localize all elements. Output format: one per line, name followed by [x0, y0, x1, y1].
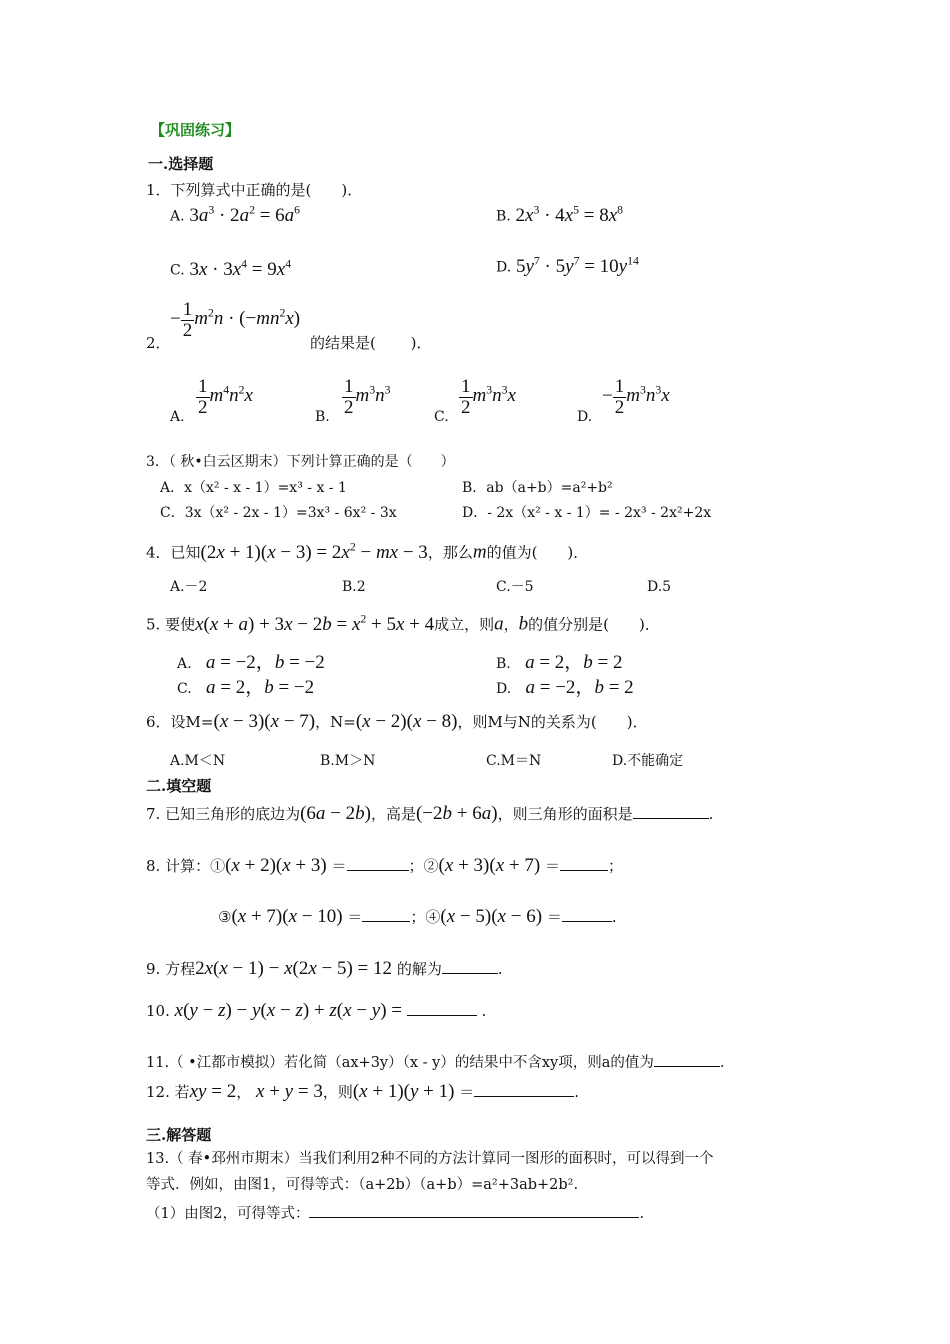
q5-option-c: C. a = 2，b = −2 [177, 677, 315, 698]
section-title-choice: 一.选择题 [148, 155, 214, 173]
q7-answer-blank[interactable] [633, 804, 709, 819]
q9-answer-blank[interactable] [442, 959, 498, 974]
q13-line3: （1）由图2，可得等式： . [146, 1203, 644, 1223]
q12-stem: 12. 若xy = 2， x + y = 3，则(x + 1)(y + 1) ＝ . [146, 1081, 580, 1102]
q2-option-c-label: C. [434, 409, 449, 425]
q2-option-d-expr: − $\frac{1}{2}$ $m^3n^3x$ [602, 376, 670, 418]
q8-line2: ③(x + 7)(x − 10) ＝ ；④(x − 5)(x − 6) ＝ . [218, 906, 617, 927]
q3-option-d: D．- 2x（x² - x - 1）= - 2x³ - 2x²+2x [462, 505, 712, 521]
q2-option-b-expr: $\frac{1}{2}$ $m^3n^3$ [344, 376, 391, 418]
q5-stem: 5. 要使$x(x + a) + 3x - 2b = x^2 + 5x + 4$成立，则a，b的值分别是( )． [146, 612, 660, 635]
q2-option-c-expr: $\frac{1}{2}$ $m^3n^3x$ [461, 376, 516, 418]
q2-expression: − $\frac{1}{2}$ $m^2n \cdot (-mn^2x)$ [170, 299, 301, 341]
q6-option-a: A.M＜N [170, 753, 226, 769]
q7-stem: 7. 已知三角形的底边为(6a − 2b)，高是(−2b + 6a)，则三角形的面积是 . [146, 803, 714, 824]
q12-answer-blank[interactable] [474, 1082, 574, 1097]
q1-option-d: D. $5y^7 \cdot 5y^7 = 10y^{14}$ [496, 254, 639, 277]
q8-blank-3[interactable] [362, 907, 410, 922]
q8-blank-4[interactable] [562, 907, 612, 922]
q3-option-b: B．ab（a+b）=a²+b² [462, 480, 613, 496]
q5-option-d: D. a = −2，b = 2 [496, 677, 634, 698]
q2-option-b-label: B. [315, 409, 330, 425]
q4-option-a: A.－2 [170, 579, 208, 595]
q4-option-b: B.2 [342, 579, 366, 595]
q1-stem: 1．下列算式中正确的是( )． [146, 181, 363, 199]
q3-option-a: A．x（x² - x - 1）=x³ - x - 1 [160, 480, 347, 496]
q8-line1: 8. 计算：①(x + 2)(x + 3) ＝ ；②(x + 3)(x + 7) ＝ ； [146, 855, 623, 876]
q8-blank-1[interactable] [347, 856, 409, 871]
q10-answer-blank[interactable] [407, 1001, 477, 1016]
q4-option-d: D.5 [647, 579, 672, 595]
q3-option-c: C．3x（x² - 2x - 1）=3x³ - 6x² - 3x [160, 505, 397, 521]
q6-stem: 6．设M=(x − 3)(x − 7)，N=(x − 2)(x − 8)，则M与N的关系为( )． [146, 711, 648, 732]
q1-option-b: B. $2x^3 \cdot 4x^5 = 8x^8$ [496, 203, 624, 226]
q5-option-a: A. a = −2，b = −2 [177, 652, 325, 673]
q13-answer-blank[interactable] [309, 1203, 639, 1218]
q1-option-c: C. $3x \cdot 3x^4 = 9x^4$ [170, 257, 292, 280]
q2-option-a-expr: $\frac{1}{2}$ $m^4n^2x$ [198, 376, 253, 418]
q10-stem: 10. x(y − z) − y(x − z) + z(x − y) = . [146, 1000, 487, 1021]
section-title-solve: 三.解答题 [146, 1126, 212, 1144]
q13-line2: 等式．例如，由图1，可得等式：（a+2b）（a+b）=a²+3ab+2b². [146, 1177, 579, 1193]
q5-option-b: B. a = 2，b = 2 [496, 652, 623, 673]
q1-option-a: A. $3a^3 \cdot 2a^2 = 6a^6$ [170, 203, 301, 226]
q11-answer-blank[interactable] [654, 1052, 720, 1067]
q4-stem: 4．已知$(2x + 1)(x - 3) = 2x^2$ − mx − 3，那么m的值为( )． [146, 540, 589, 563]
q6-option-b: B.M＞N [320, 753, 376, 769]
q11-stem: 11.（ •江都市模拟）若化简（ax+3y）（x - y）的结果中不含xy项，则a的值为 . [146, 1052, 724, 1072]
q6-option-d: D.不能确定 [612, 753, 684, 769]
q2-option-a-label: A. [170, 409, 185, 425]
section-title-fill: 二.填空题 [146, 777, 212, 795]
q8-blank-2[interactable] [560, 856, 608, 871]
q2-option-d-label: D. [577, 409, 593, 425]
q6-option-c: C.M＝N [486, 753, 542, 769]
q13-line1: 13.（ 春•邳州市期末）当我们利用2种不同的方法计算同一图形的面积时，可以得到一个 [146, 1151, 714, 1167]
section-header: 【巩固练习】 [150, 121, 241, 139]
q2-tail: 的结果是( )． [310, 334, 432, 352]
q2-number: 2． [146, 334, 171, 352]
q9-stem: 9. 方程2x(x − 1) − x(2x − 5) = 12 的解为 . [146, 958, 503, 979]
q3-stem: 3．（ 秋•白云区期末）下列计算正确的是（ ） [146, 454, 455, 470]
q4-option-c: C.－5 [496, 579, 534, 595]
